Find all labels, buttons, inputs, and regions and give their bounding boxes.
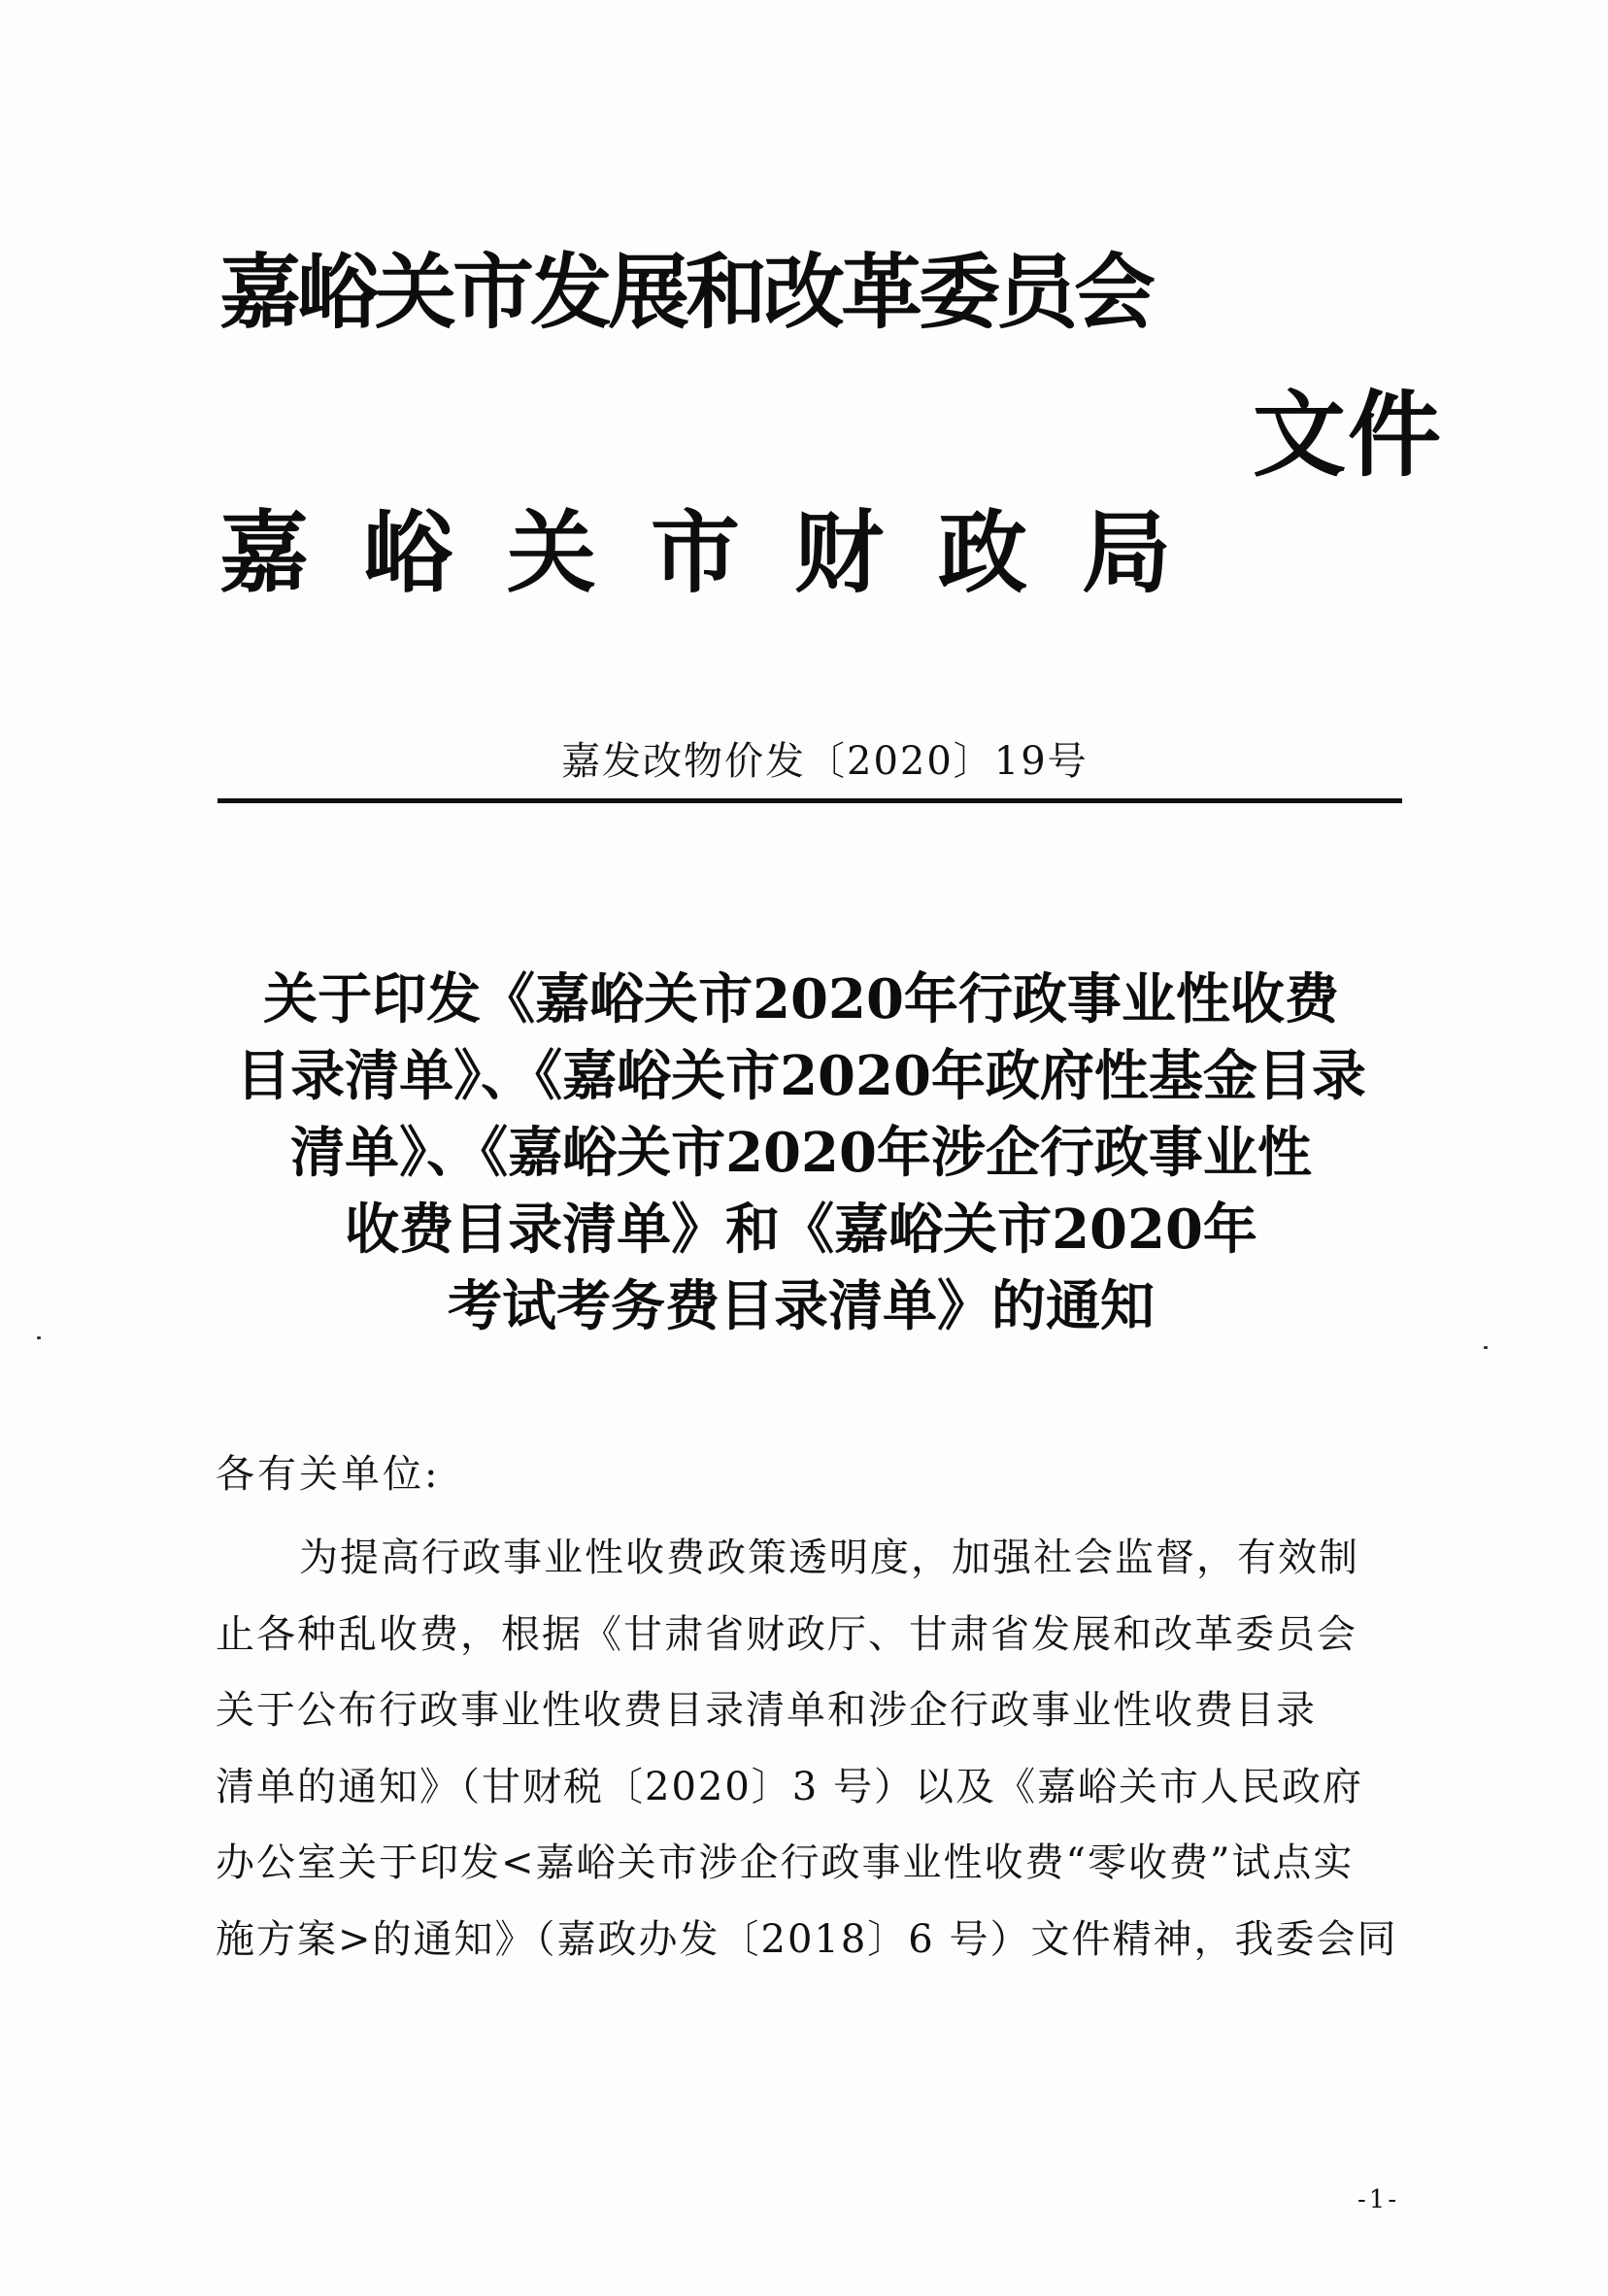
header-divider-line xyxy=(218,798,1402,803)
body-line: 办公室关于印发<嘉峪关市涉企行政事业性收费“零收费”试点实 xyxy=(216,1840,1355,1885)
title-line: 关于印发《嘉峪关市2020年行政事业性收费 xyxy=(263,967,1339,1031)
issuer-name-development-reform: 嘉峪关市发展和改革委员会 xyxy=(219,244,1153,340)
document-type-label: 文件 xyxy=(1253,380,1443,490)
document-title xyxy=(184,962,1418,1345)
scan-speck xyxy=(37,1336,41,1339)
title-line: 考试考务费目录清单》的通知 xyxy=(448,1274,1155,1338)
body-line: 止各种乱收费，根据《甘肃省财政厅、甘肃省发展和改革委员会 xyxy=(216,1611,1357,1657)
body-line: 施方案>的通知》（嘉政办发〔2018〕6 号）文件精神，我委会同 xyxy=(216,1916,1398,1962)
body-line: 为提高行政事业性收费政策透明度，加强社会监督，有效制 xyxy=(299,1536,1359,1580)
body-text xyxy=(216,1520,1400,1977)
salutation: 各有关单位: xyxy=(216,1452,441,1497)
issuer-name-finance-bureau: 嘉峪关市财政局 xyxy=(219,500,1226,605)
document-number: 嘉发改物价发〔2020〕19号 xyxy=(561,739,1089,784)
body-line: 关于公布行政事业性收费目录清单和涉企行政事业性收费目录 xyxy=(216,1688,1317,1733)
title-line: 收费目录清单》和《嘉峪关市2020年 xyxy=(345,1198,1257,1262)
title-line: 目录清单》、《嘉峪关市2020年政府性基金目录 xyxy=(236,1044,1366,1108)
page-number: -1- xyxy=(1357,2185,1400,2214)
body-line: 清单的通知》（甘财税〔2020〕3 号）以及《嘉峪关市人民政府 xyxy=(216,1764,1363,1809)
title-line: 清单》、《嘉峪关市2020年涉企行政事业性 xyxy=(290,1121,1312,1185)
scan-speck xyxy=(1484,1346,1488,1349)
